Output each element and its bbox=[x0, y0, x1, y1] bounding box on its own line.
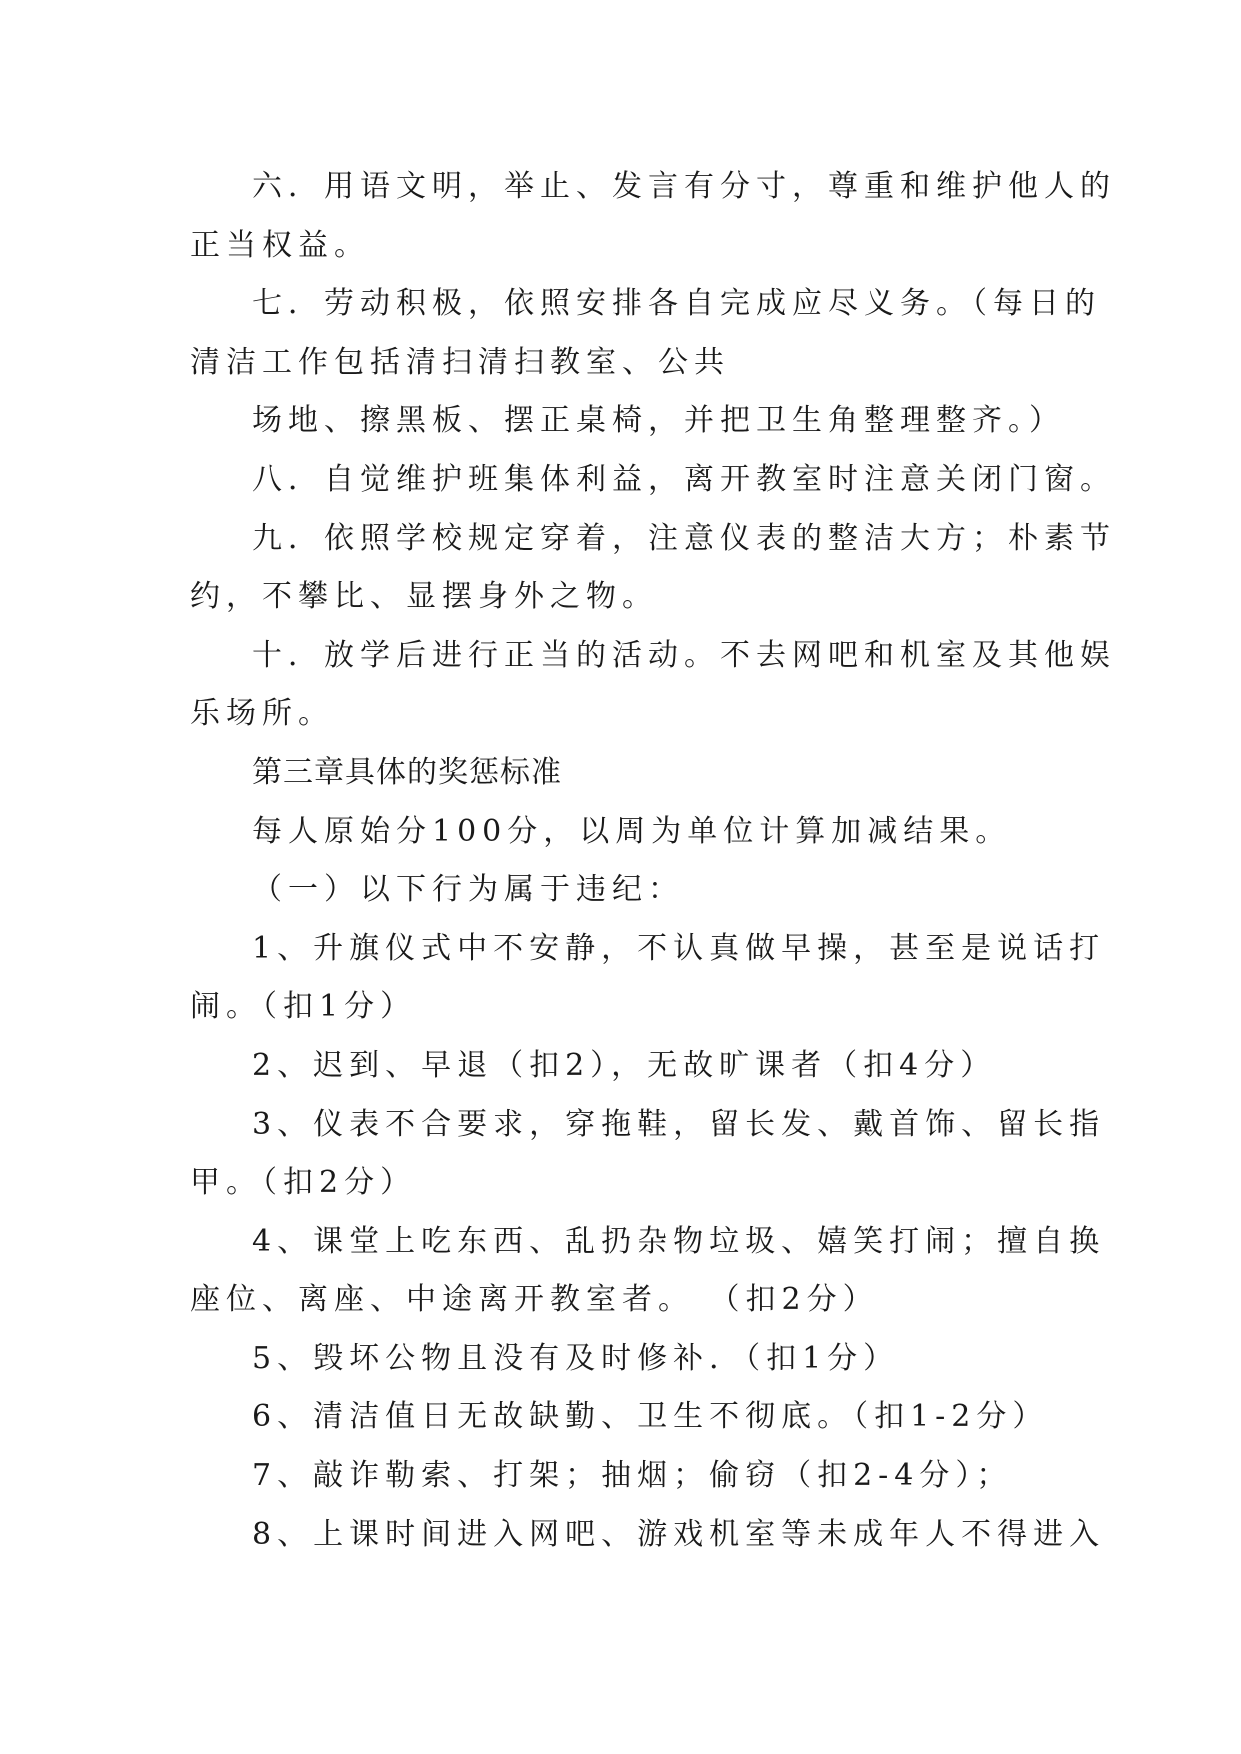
list-item-line: 5、毁坏公物且没有及时修补．（扣1分） bbox=[252, 1340, 900, 1376]
list-item-line: 甲。（扣2分） bbox=[190, 1165, 417, 1201]
list-item-line: 1、升旗仪式中不安静，不认真做早操，甚至是说话打 bbox=[252, 930, 1106, 966]
list-item-line: 7、敲诈勒索、打架；抽烟；偷窃（扣2-4分）； bbox=[252, 1458, 1013, 1494]
paragraph-line: 乐场所。 bbox=[190, 696, 334, 732]
section-heading: （一）以下行为属于违纪： bbox=[252, 872, 684, 908]
paragraph-line: 约，不攀比、显摆身外之物。 bbox=[190, 579, 658, 615]
paragraph-line: 场地、擦黑板、摆正桌椅，并把卫生角整理整齐。） bbox=[252, 403, 1065, 439]
list-item-line: 4、课堂上吃东西、乱扔杂物垃圾、嬉笑打闹；擅自换 bbox=[252, 1223, 1106, 1259]
list-item-line: 闹。（扣1分） bbox=[190, 989, 417, 1025]
paragraph-line: 清洁工作包括清扫清扫教室、公共 bbox=[190, 344, 730, 380]
paragraph-line: 九．依照学校规定穿着，注意仪表的整洁大方；朴素节 bbox=[252, 520, 1116, 556]
paragraph-line: 八．自觉维护班集体利益，离开教室时注意关闭门窗。 bbox=[252, 461, 1116, 497]
paragraph-line: 十．放学后进行正当的活动。不去网吧和机室及其他娱 bbox=[252, 637, 1116, 673]
paragraph-line: 每人原始分100分，以周为单位计算加减结果。 bbox=[252, 813, 1012, 849]
document-body bbox=[190, 158, 1116, 1564]
chapter-heading: 第三章具体的奖惩标准 bbox=[252, 754, 562, 790]
list-item-line: 3、仪表不合要求，穿拖鞋，留长发、戴首饰、留长指 bbox=[252, 1106, 1106, 1142]
paragraph-line: 七．劳动积极，依照安排各自完成应尽义务。（每日的 bbox=[252, 286, 1101, 322]
list-item-line: 6、清洁值日无故缺勤、卫生不彻底。（扣1-2分） bbox=[252, 1399, 1049, 1435]
list-item-line: 座位、离座、中途离开教室者。 （扣2分） bbox=[190, 1282, 879, 1318]
list-item-line: 8、上课时间进入网吧、游戏机室等未成年人不得进入 bbox=[252, 1516, 1106, 1552]
paragraph-line: 正当权益。 bbox=[190, 227, 370, 263]
paragraph-line: 六．用语文明，举止、发言有分寸，尊重和维护他人的 bbox=[252, 169, 1116, 204]
list-item-line: 2、迟到、早退（扣2），无故旷课者（扣4分） bbox=[252, 1047, 997, 1083]
